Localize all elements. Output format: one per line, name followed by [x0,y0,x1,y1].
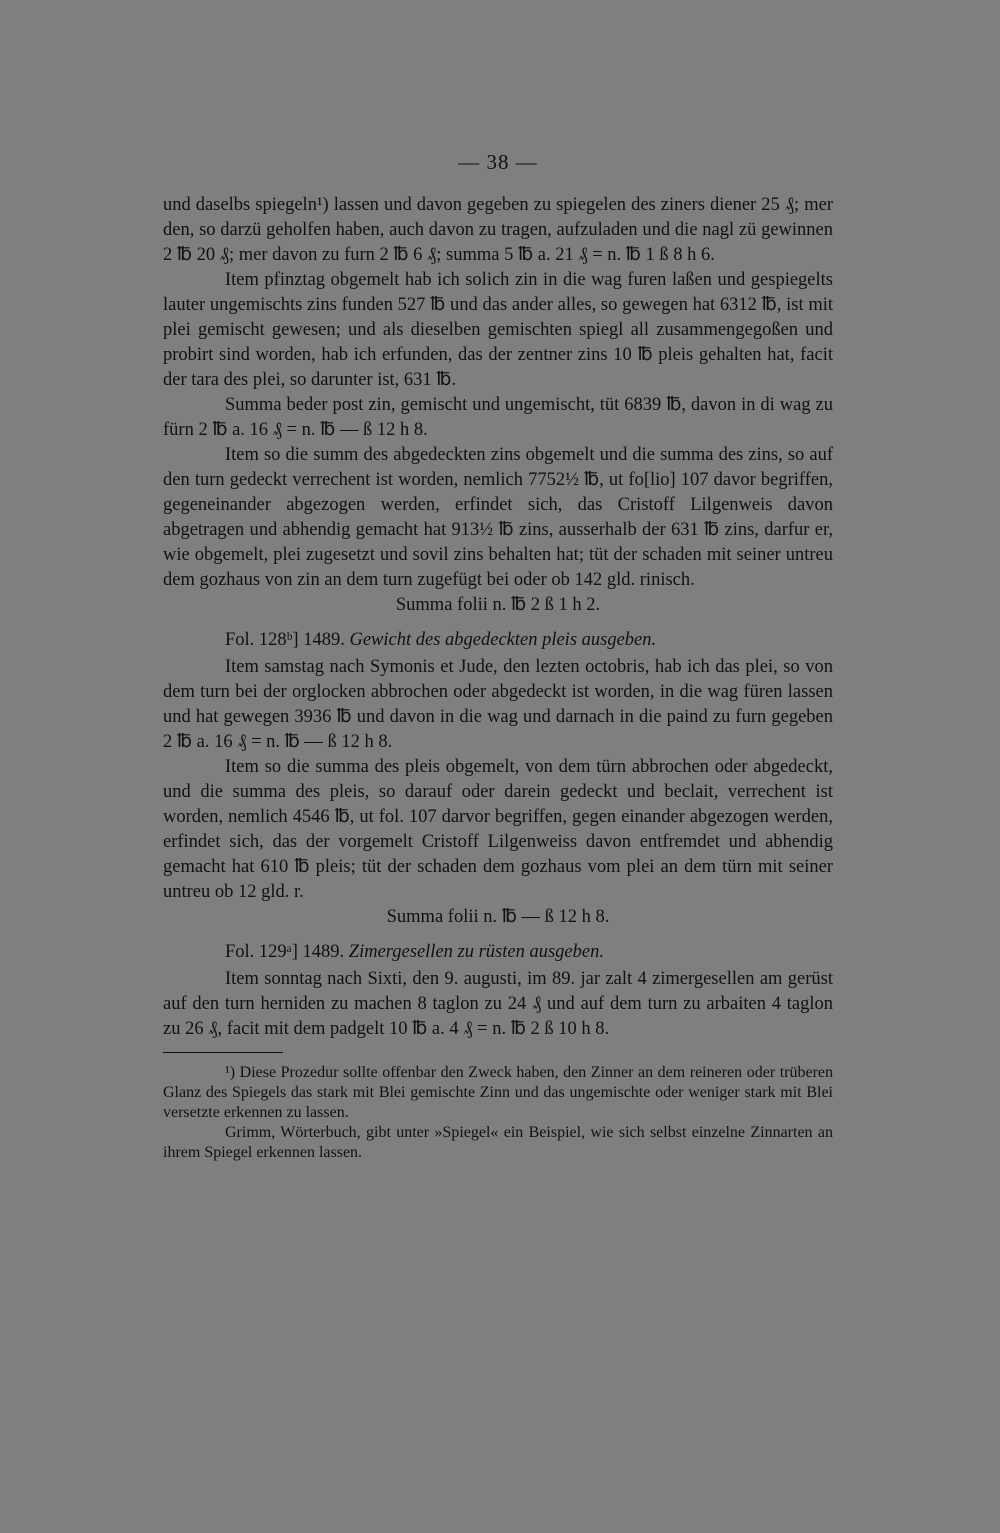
folio-reference: Fol. 129ᵃ] 1489. [225,942,345,962]
summa-line: Summa folii n. ℔ — ß 12 h 8. [386,907,610,927]
page-number: — 38 — [458,150,538,174]
paragraph: Item so die summa des pleis obgemelt, von dem türn abbrochen oder abgedeckt, und die summa des pleis, so darauf oder darein gedeckt und beclait, verrechent ist worden, nemlich 4546 ℔, ut fol. 107 darvor begriffen, gegen einander abgezogen werden, erfindet sich, das der vorgemelt Cristoff Lilgenweiss davon entfremdet und abhendig gemacht hat 610 ℔ pleis; tüt der schaden dem gozhaus vom plei an dem türn mit seiner untreu ob 12 gld. r. [163,757,833,902]
paragraph-continued: und daselbs spiegeln¹) lassen und davon gegeben zu spiegelen des ziners diener 25 ₰; mer den, so darzü geholfen haben, auch davon zu tragen, aufzuladen und die nagl zü gewinnen 2 ℔ 20 ₰; mer davon zu furn 2 ℔ 6 ₰; summa 5 ℔ a. 21 ₰ = n. ℔ 1 ß 8 h 6. [163,195,833,265]
section-heading [225,628,833,653]
section-title: Zimergesellen zu rüsten ausgeben. [348,942,604,962]
paragraph: Summa beder post zin, gemischt und ungemischt, tüt 6839 ℔, davon in di wag zu fürn 2 ℔ a. 16 ₰ = n. ℔ — ß 12 h 8. [163,395,833,440]
section-heading [225,940,833,965]
footnote-divider [163,1052,283,1053]
footnote: Grimm, Wörterbuch, gibt unter »Spiegel« ein Beispiel, wie sich selbst einzelne Zinnarten an ihrem Spiegel erkennen lassen. [163,1124,833,1161]
footnote: ¹) Diese Prozedur sollte offenbar den Zweck haben, den Zinner an dem reineren oder trüberen Glanz des Spiegels das stark mit Blei gemischte Zinn und das ungemischte oder weniger stark mit Blei versetzte erkennen zu lassen. [163,1064,833,1121]
section-title: Gewicht des abgedeckten pleis ausgeben. [349,630,657,650]
page-body [163,150,833,1163]
paragraph: Item pfinztag obgemelt hab ich solich zin in die wag furen laßen und gespiegelts lauter ungemischts zins funden 527 ℔ und das ander alles, so gewegen hat 6312 ℔, ist mit plei gemischt gewesen; und als dieselben gemischten spiegl all zusammengegoßen und probirt sind worden, hab ich erfunden, das der zentner zins 10 ℔ pleis gehalten hat, facit der tara des plei, so darunter ist, 631 ℔. [163,270,833,390]
paragraph: Item sonntag nach Sixti, den 9. augusti, im 89. jar zalt 4 zimergesellen am gerüst auf den turn herniden zu machen 8 taglon zu 24 ₰ und auf dem turn zu arbaiten 4 taglon zu 26 ₰, facit mit dem padgelt 10 ℔ a. 4 ₰ = n. ℔ 2 ß 10 h 8. [163,969,833,1039]
paragraph: Item samstag nach Symonis et Jude, den lezten octobris, hab ich das plei, so von dem turn bei der orglocken abbrochen oder abgedeckt ist worden, in die wag füren lassen und hat gewegen 3936 ℔ und davon in die wag und darnach in die paind zu furn gegeben 2 ℔ a. 16 ₰ = n. ℔ — ß 12 h 8. [163,657,833,752]
paragraph: Item so die summ des abgedeckten zins obgemelt und die summa des zins, so auf den turn gedeckt verrechent ist worden, nemlich 7752½ ℔, ut fo[lio] 107 davor begriffen, gegeneinander abgezogen werden, erfindet sich, das Cristoff Lilgenweis davon abgetragen und abhendig gemacht hat 913½ ℔ zins, ausserhalb der 631 ℔ zins, darfur er, wie obgemelt, plei zugesetzt und sovil zins behalten hat; tüt der schaden mit seiner untreu dem gozhaus von zin an dem turn zugefügt bei oder ob 142 gld. rinisch. [163,445,833,590]
summa-line: Summa folii n. ℔ 2 ß 1 h 2. [395,595,601,615]
folio-reference: Fol. 128ᵇ] 1489. [225,630,345,650]
